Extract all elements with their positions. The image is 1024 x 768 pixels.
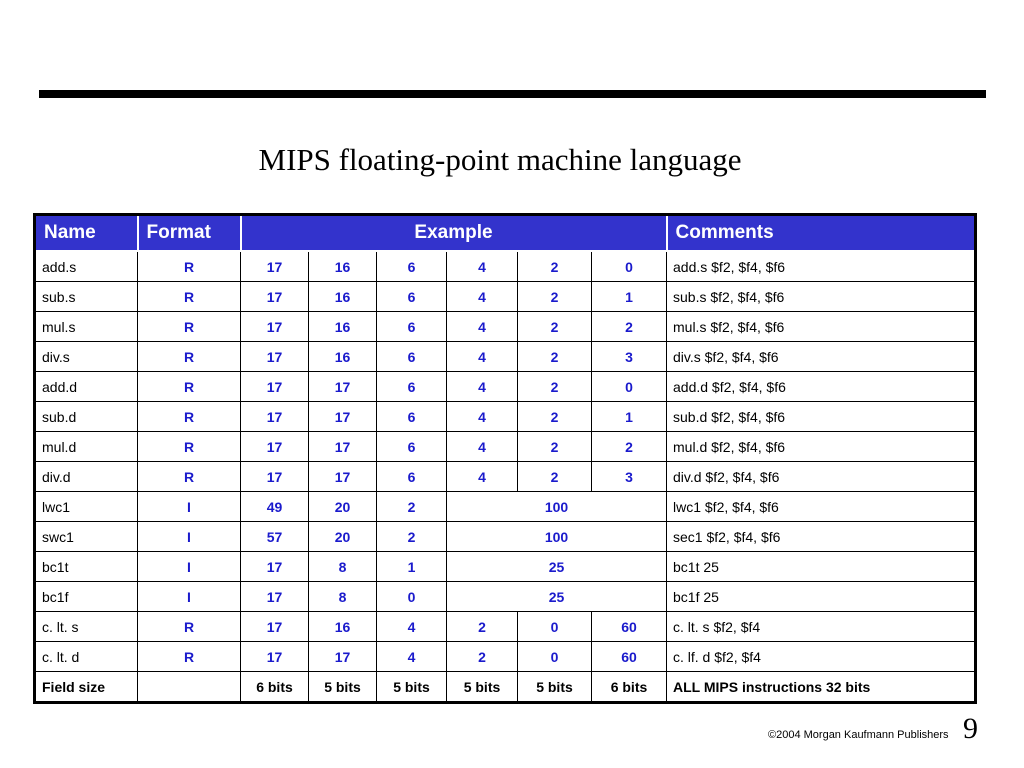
- field-value: 49: [241, 492, 309, 522]
- instruction-format: I: [138, 522, 241, 552]
- field-value: 2: [447, 612, 518, 642]
- field-value: 0: [592, 251, 667, 282]
- instruction-comment: lwc1 $f2, $f4, $f6: [667, 492, 976, 522]
- field-value: 6: [377, 342, 447, 372]
- field-value: 17: [241, 312, 309, 342]
- header-name: Name: [35, 215, 138, 252]
- field-value: 2: [518, 342, 592, 372]
- table-row: [35, 522, 976, 552]
- table-row: [35, 282, 976, 312]
- field-value: 17: [241, 582, 309, 612]
- field-value: 2: [518, 462, 592, 492]
- field-value: 4: [447, 462, 518, 492]
- field-value: 16: [309, 612, 377, 642]
- table-row: [35, 342, 976, 372]
- instruction-format: R: [138, 372, 241, 402]
- header-example: Example: [241, 215, 667, 252]
- header-row: [35, 215, 976, 252]
- field-value: 2: [377, 492, 447, 522]
- table-body: [35, 251, 976, 703]
- instruction-comment: c. lf. d $f2, $f4: [667, 642, 976, 672]
- field-value: 4: [377, 642, 447, 672]
- instruction-format: I: [138, 582, 241, 612]
- table-row: [35, 251, 976, 282]
- field-value: 4: [447, 312, 518, 342]
- table-row: [35, 372, 976, 402]
- field-value: 16: [309, 342, 377, 372]
- field-value: 4: [447, 282, 518, 312]
- field-value: 2: [377, 522, 447, 552]
- field-value: 6: [377, 312, 447, 342]
- field-value: 0: [518, 642, 592, 672]
- instruction-name: lwc1: [35, 492, 138, 522]
- field-value: 25: [447, 582, 667, 612]
- field-value: 17: [241, 251, 309, 282]
- field-value: 20: [309, 522, 377, 552]
- instruction-name: sub.s: [35, 282, 138, 312]
- instruction-format: R: [138, 462, 241, 492]
- instruction-comment: sec1 $f2, $f4, $f6: [667, 522, 976, 552]
- table-row: [35, 492, 976, 522]
- field-value: 17: [309, 432, 377, 462]
- instruction-comment: sub.d $f2, $f4, $f6: [667, 402, 976, 432]
- field-size-value: 5 bits: [309, 672, 377, 703]
- instruction-name: bc1t: [35, 552, 138, 582]
- table-row: [35, 642, 976, 672]
- field-value: 17: [309, 462, 377, 492]
- instruction-comment: sub.s $f2, $f4, $f6: [667, 282, 976, 312]
- instruction-format: R: [138, 402, 241, 432]
- instruction-name: add.d: [35, 372, 138, 402]
- instruction-comment: bc1f 25: [667, 582, 976, 612]
- field-value: 17: [309, 642, 377, 672]
- field-value: 16: [309, 312, 377, 342]
- field-value: 16: [309, 251, 377, 282]
- field-value: 17: [241, 552, 309, 582]
- field-size-label: Field size: [35, 672, 138, 703]
- table-row: [35, 552, 976, 582]
- instruction-format: I: [138, 552, 241, 582]
- instruction-format: R: [138, 432, 241, 462]
- field-value: 2: [447, 642, 518, 672]
- instruction-comment: div.s $f2, $f4, $f6: [667, 342, 976, 372]
- field-value: 0: [518, 612, 592, 642]
- field-value: 17: [241, 282, 309, 312]
- field-value: 6: [377, 432, 447, 462]
- instruction-comment: mul.s $f2, $f4, $f6: [667, 312, 976, 342]
- instruction-format: I: [138, 492, 241, 522]
- field-value: 2: [592, 432, 667, 462]
- field-value: 20: [309, 492, 377, 522]
- field-value: 100: [447, 492, 667, 522]
- field-value: 17: [309, 372, 377, 402]
- instruction-comment: div.d $f2, $f4, $f6: [667, 462, 976, 492]
- copyright-notice: ©2004 Morgan Kaufmann Publishers: [768, 729, 949, 741]
- field-size-value: 5 bits: [518, 672, 592, 703]
- field-value: 100: [447, 522, 667, 552]
- field-size-value: 6 bits: [241, 672, 309, 703]
- slide-title: MIPS floating-point machine language: [258, 142, 742, 177]
- instruction-comment: add.s $f2, $f4, $f6: [667, 251, 976, 282]
- field-value: 0: [592, 372, 667, 402]
- instruction-name: div.s: [35, 342, 138, 372]
- field-value: 60: [592, 612, 667, 642]
- instruction-name: mul.s: [35, 312, 138, 342]
- top-rule: [39, 90, 986, 98]
- field-value: 1: [377, 552, 447, 582]
- field-value: 17: [309, 402, 377, 432]
- header-comments: Comments: [667, 215, 976, 252]
- instruction-name: c. lt. s: [35, 612, 138, 642]
- instruction-comment: bc1t 25: [667, 552, 976, 582]
- table-row: [35, 312, 976, 342]
- instruction-name: bc1f: [35, 582, 138, 612]
- instruction-name: mul.d: [35, 432, 138, 462]
- field-value: 6: [377, 372, 447, 402]
- instruction-name: add.s: [35, 251, 138, 282]
- instruction-comment: add.d $f2, $f4, $f6: [667, 372, 976, 402]
- field-value: 1: [592, 282, 667, 312]
- table-row: [35, 582, 976, 612]
- instruction-name: sub.d: [35, 402, 138, 432]
- instruction-name: c. lt. d: [35, 642, 138, 672]
- field-value: 60: [592, 642, 667, 672]
- field-value: 2: [518, 432, 592, 462]
- table-row: [35, 462, 976, 492]
- field-value: 25: [447, 552, 667, 582]
- instruction-name: swc1: [35, 522, 138, 552]
- field-size-format: [138, 672, 241, 703]
- table-row: [35, 612, 976, 642]
- instruction-name: div.d: [35, 462, 138, 492]
- instruction-format: R: [138, 642, 241, 672]
- field-value: 8: [309, 582, 377, 612]
- field-value: 4: [447, 342, 518, 372]
- page-number: 9: [963, 712, 978, 745]
- field-value: 6: [377, 251, 447, 282]
- instruction-comment: mul.d $f2, $f4, $f6: [667, 432, 976, 462]
- field-size-value: 5 bits: [447, 672, 518, 703]
- field-value: 3: [592, 462, 667, 492]
- field-value: 2: [518, 251, 592, 282]
- field-size-value: 5 bits: [377, 672, 447, 703]
- field-value: 4: [377, 612, 447, 642]
- instruction-table: [33, 213, 977, 704]
- field-value: 17: [241, 372, 309, 402]
- table-row: [35, 432, 976, 462]
- field-value: 17: [241, 402, 309, 432]
- field-size-row: [35, 672, 976, 703]
- instruction-format: R: [138, 612, 241, 642]
- field-value: 57: [241, 522, 309, 552]
- field-value: 6: [377, 402, 447, 432]
- field-value: 17: [241, 342, 309, 372]
- instruction-format: R: [138, 282, 241, 312]
- field-value: 2: [518, 372, 592, 402]
- field-value: 4: [447, 402, 518, 432]
- field-value: 17: [241, 612, 309, 642]
- instruction-format: R: [138, 251, 241, 282]
- instruction-format: R: [138, 342, 241, 372]
- field-value: 1: [592, 402, 667, 432]
- field-size-comment: ALL MIPS instructions 32 bits: [667, 672, 976, 703]
- field-value: 2: [518, 402, 592, 432]
- field-value: 2: [518, 312, 592, 342]
- field-value: 16: [309, 282, 377, 312]
- field-value: 3: [592, 342, 667, 372]
- field-value: 2: [592, 312, 667, 342]
- field-value: 4: [447, 251, 518, 282]
- field-value: 6: [377, 462, 447, 492]
- field-value: 2: [518, 282, 592, 312]
- field-value: 4: [447, 372, 518, 402]
- field-value: 17: [241, 642, 309, 672]
- header-format: Format: [138, 215, 241, 252]
- instruction-comment: c. lt. s $f2, $f4: [667, 612, 976, 642]
- field-value: 8: [309, 552, 377, 582]
- table-row: [35, 402, 976, 432]
- field-value: 17: [241, 432, 309, 462]
- instruction-format: R: [138, 312, 241, 342]
- field-value: 6: [377, 282, 447, 312]
- field-value: 0: [377, 582, 447, 612]
- field-size-value: 6 bits: [592, 672, 667, 703]
- field-value: 4: [447, 432, 518, 462]
- field-value: 17: [241, 462, 309, 492]
